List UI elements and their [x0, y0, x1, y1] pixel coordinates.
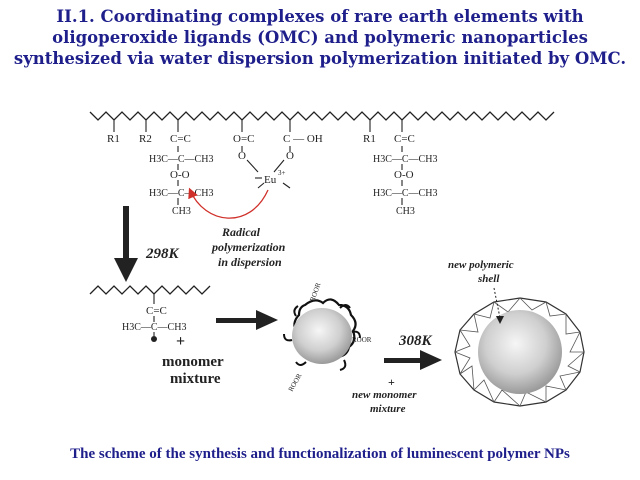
temperature-308k: 308K: [399, 333, 432, 349]
plus-sign: +: [176, 333, 186, 350]
step1-line-2: polymerization: [212, 240, 286, 254]
new-monomer-line-1: new monomer: [352, 389, 417, 401]
r1-right-label: R1: [363, 133, 376, 145]
roor-right: ROOR: [352, 336, 372, 344]
step1-line-1: Radical: [222, 225, 260, 239]
vinyl-right-label: C=C: [394, 133, 415, 145]
ch3-right-label: CH3: [396, 206, 415, 217]
ch3-left-label: CH3: [172, 206, 191, 217]
temperature-298k: 298K: [146, 246, 179, 262]
alkyl-left-label: H3C—C—CH3: [149, 154, 214, 165]
monomer-mixture-line-2: mixture: [170, 371, 221, 387]
roor-top: ROOR: [308, 281, 323, 303]
acid-oxygen-label: O: [286, 150, 294, 162]
europium-label: Eu: [264, 174, 277, 186]
bottom-vinyl-label: C=C: [146, 305, 167, 317]
ester-oxygen-label: O: [238, 150, 246, 162]
alkyl-right-label: H3C—C—CH3: [373, 154, 438, 165]
arrow-to-particle: [216, 310, 278, 330]
europium-charge-label: 3+: [278, 169, 286, 177]
plus-sign-2: +: [388, 375, 395, 389]
acid-label: C — OH: [283, 133, 323, 145]
down-arrow: [114, 206, 138, 282]
peroxide-left-label: O-O: [170, 169, 190, 181]
tertbutyl-right-label: H3C—C—CH3: [373, 188, 438, 199]
top-backbone: [90, 112, 554, 120]
vinyl-left-label: C=C: [170, 133, 191, 145]
new-shell-line-2: shell: [478, 273, 500, 285]
shell-core: [478, 310, 562, 394]
r1-left-label: R1: [107, 133, 120, 145]
step1-line-3: in dispersion: [218, 255, 282, 269]
peroxide-right-label: O-O: [394, 169, 414, 181]
new-shell-line-1: new polymeric: [448, 259, 514, 271]
figure-caption: The scheme of the synthesis and functionalization of luminescent polymer NPs: [70, 446, 570, 462]
bottom-backbone: [90, 286, 210, 294]
bottom-alkyl-label: H3C—C—CH3: [122, 322, 187, 333]
arrow-to-shell: [384, 350, 442, 370]
tertbutyl-left-label: H3C—C—CH3: [149, 188, 214, 199]
r2-label: R2: [139, 133, 152, 145]
title-line-3: synthesized via water dispersion polymerization initiated by OMC.: [13, 49, 627, 68]
title-line-2: oligoperoxide ligands (OMC) and polymeric nanoparticles: [52, 28, 588, 47]
new-monomer-line-2: mixture: [370, 403, 406, 415]
top-chain-labels: [107, 133, 437, 217]
radical-dot: [151, 336, 157, 342]
shell-particle: [455, 298, 584, 406]
initiated-particle: [284, 299, 360, 370]
monomer-mixture-line-1: monomer: [162, 354, 224, 370]
ester-carbonyl-label: O=C: [233, 133, 255, 145]
title-line-1: II.1. Coordinating complexes of rare earth elements with: [56, 7, 584, 26]
roor-bottom: ROOR: [286, 372, 304, 393]
